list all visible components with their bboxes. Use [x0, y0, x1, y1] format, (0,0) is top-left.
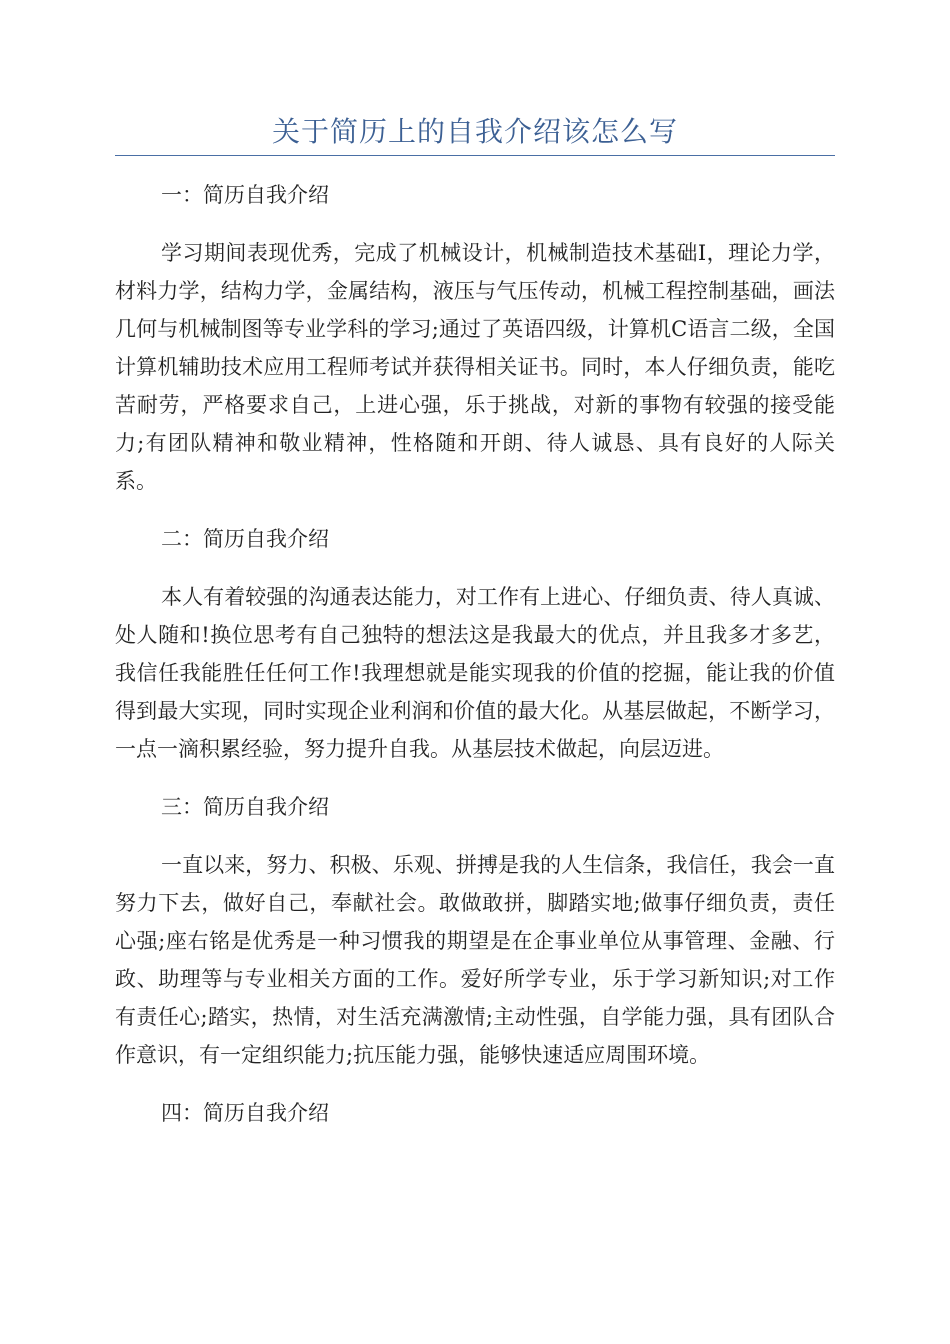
- section-heading-4: 四：简历自我介绍: [161, 1101, 329, 1125]
- section-paragraph-3: 一直以来，努力、积极、乐观、拼搏是我的人生信条，我信任，我会一直努力下去，做好自己，奉献社会。敢做敢拼，脚踏实地;做事仔细负责，责任心强;座右铭是优秀是一种习惯我的期望是在企事业单位从事管理、金融、行政、助理等与专业相关方面的工作。爱好所学专业，乐于学习新知识;对工作有责任心;踏实，热情，对生活充满激情;主动性强，自学能力强，具有团队合作意识，有一定组织能力;抗压能力强，能够快速适应周围环境。: [115, 853, 835, 1067]
- section-heading-1: 一：简历自我介绍: [161, 183, 329, 207]
- section-heading-2: 二：简历自我介绍: [161, 527, 329, 551]
- document-body: [115, 176, 835, 1152]
- section-paragraph-1: 学习期间表现优秀，完成了机械设计，机械制造技术基础Ⅰ，理论力学，材料力学，结构力学，金属结构，液压与气压传动，机械工程控制基础，画法几何与机械制图等专业学科的学习;通过了英语四级，计算机C语言二级，全国计算机辅助技术应用工程师考试并获得相关证书。同时，本人仔细负责，能吃苦耐劳，严格要求自己，上进心强，乐于挑战，对新的事物有较强的接受能力;有团队精神和敬业精神，性格随和开朗、待人诚恳、具有良好的人际关系。: [115, 241, 835, 493]
- section-paragraph-2: 本人有着较强的沟通表达能力，对工作有上进心、仔细负责、待人真诚、处人随和!换位思考有自己独特的想法这是我最大的优点，并且我多才多艺，我信任我能胜任任何工作!我理想就是能实现我的价值的挖掘，能让我的价值得到最大实现，同时实现企业利润和价值的最大化。从基层做起，不断学习，一点一滴积累经验，努力提升自我。从基层技术做起，向层迈进。: [115, 585, 835, 761]
- section-heading-3: 三：简历自我介绍: [161, 795, 329, 819]
- document-title: 关于简历上的自我介绍该怎么写: [271, 115, 678, 148]
- title-underline: [115, 155, 835, 156]
